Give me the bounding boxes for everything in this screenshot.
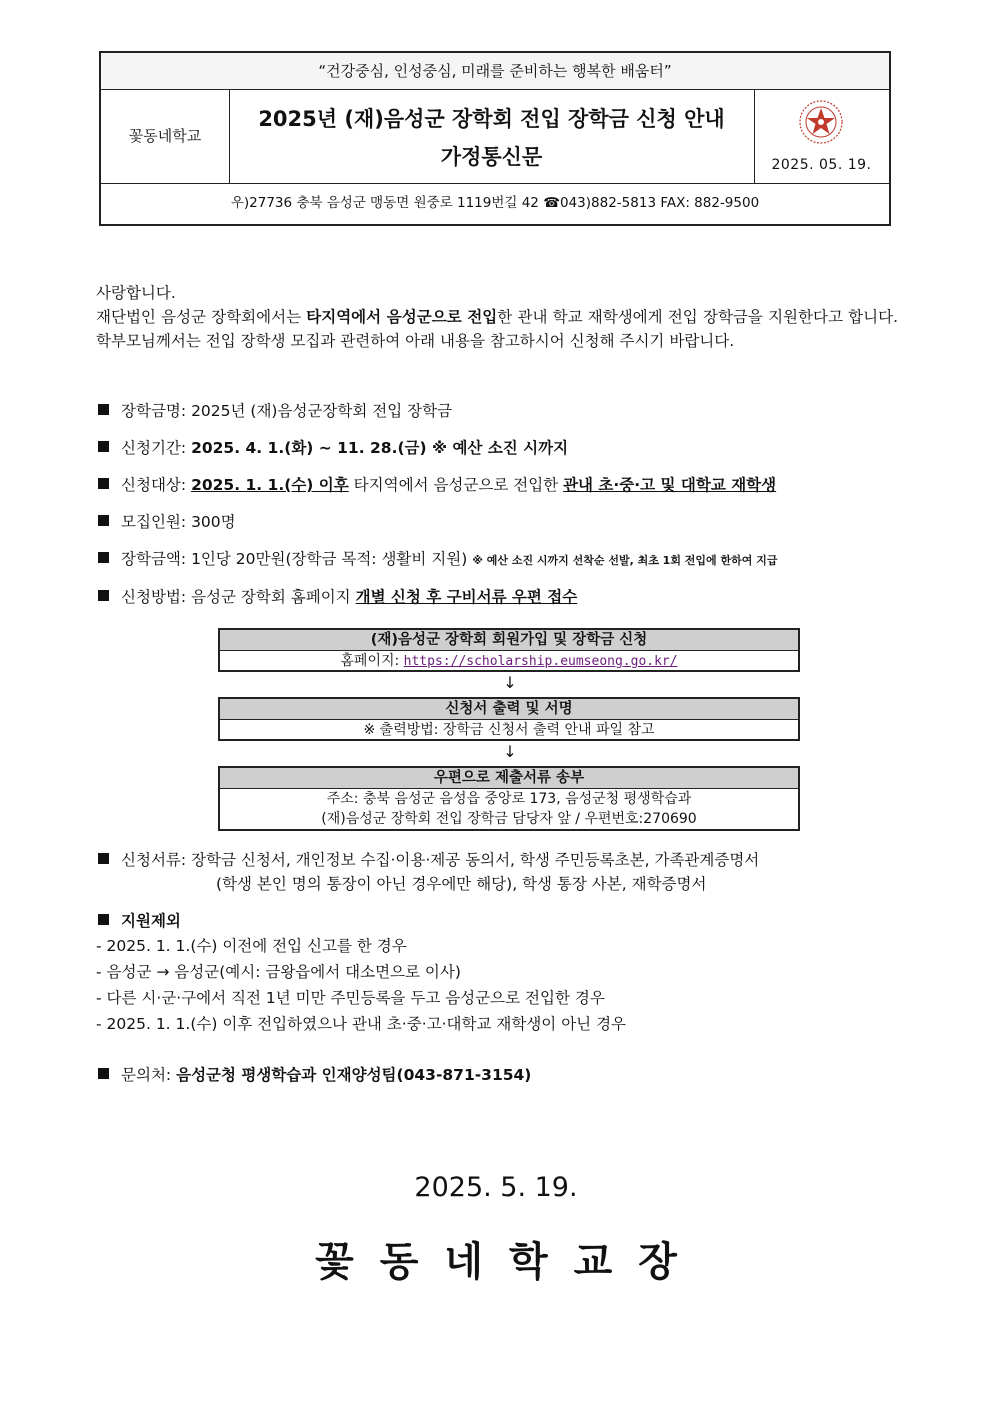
header-table bbox=[99, 51, 891, 226]
title-line-2: 가정통신문 bbox=[440, 145, 543, 169]
flow-step-2 bbox=[218, 697, 800, 741]
bullet-square-icon bbox=[98, 914, 109, 925]
flow-step-3-line-2: (재)음성군 장학회 전입 장학금 담당자 앞 / 우편번호:270690 bbox=[321, 811, 697, 827]
flow-step-1-line: 홈페이지: https://scholarship.eumseong.go.kr/ bbox=[340, 653, 678, 669]
intro-text-b: 한 관내 학교 재학생에게 전입 장학금을 지원한다고 합니다. 학부모님께서는 전입 장학생 모집과 관련하여 아래 내용을 참고하시어 신청해 주시기 바랍니다. bbox=[96, 308, 898, 350]
item-eligibility: 신청대상: 2025. 1. 1.(수) 이후 타지역에서 음성군으로 전입한 관내 초·중·고 및 대학교 재학생 bbox=[96, 474, 906, 496]
title-line-1: 2025년 (재)음성군 장학회 전입 장학금 신청 안내 bbox=[258, 107, 725, 131]
flow-step-3-line-1: 주소: 충북 음성군 음성읍 중앙로 173, 음성군청 평생학습과 bbox=[326, 791, 692, 807]
bullet-square-icon bbox=[98, 590, 109, 601]
principal-signature: 꽃동네학교장 bbox=[315, 1239, 703, 1285]
documents-line-2: (학생 본인 명의 통장이 아닌 경우에만 해당), 학생 통장 사본, 재학증명서 bbox=[216, 875, 707, 893]
intro-text-a: 재단법인 음성군 장학회에서는 bbox=[96, 308, 307, 326]
exclusion-item-3: - 다른 시·군·구에서 직전 1년 미만 주민등록을 두고 음성군으로 전입한 경우 bbox=[96, 989, 605, 1007]
school-address: 우)27736 충북 음성군 맹동면 원중로 1119번길 42 ☎043)882-5813 FAX: 882-9500 bbox=[230, 195, 760, 211]
bullet-square-icon bbox=[98, 441, 109, 452]
document-title bbox=[229, 89, 755, 183]
item-documents: 신청서류: 장학금 신청서, 개인정보 수집·이용·제공 동의서, 학생 주민등록초본, 가족관계증명서 bbox=[96, 849, 906, 871]
bullet-square-icon bbox=[98, 478, 109, 489]
bullet-square-icon bbox=[98, 552, 109, 563]
contact-info: 문의처: 음성군청 평생학습과 인재양성팀(043-871-3154) bbox=[96, 1064, 906, 1086]
header-date-cell bbox=[754, 89, 889, 183]
flow-step-2-title: 신청서 출력 및 서명 bbox=[220, 699, 798, 720]
item-method: 신청방법: 음성군 장학회 홈페이지 개별 신청 후 구비서류 우편 접수 bbox=[96, 586, 906, 608]
flow-step-3-title: 우편으로 제출서류 송부 bbox=[220, 768, 798, 789]
header-middle-row bbox=[101, 89, 889, 184]
school-name: 꽃동네학교 bbox=[101, 89, 230, 183]
flow-step-3 bbox=[218, 766, 800, 831]
arrow-down-icon: ↓ bbox=[503, 742, 517, 761]
exclusion-item-4: - 2025. 1. 1.(수) 이후 전입하였으나 관내 초·중·고·대학교 재학생이 아닌 경우 bbox=[96, 1015, 627, 1033]
school-motto: “건강중심, 인성중심, 미래를 준비하는 행복한 배움터” bbox=[101, 53, 889, 90]
intro-emphasis: 타지역에서 음성군으로 전입 bbox=[306, 308, 498, 326]
item-amount: 장학금액: 1인당 20만원(장학금 목적: 생활비 지원) ※ 예산 소진 시까지 선착순 선발, 최초 1회 전입에 한하여 지급 bbox=[96, 548, 906, 572]
bullet-square-icon bbox=[98, 404, 109, 415]
item-scholarship-name: 장학금명: 2025년 (재)음성군장학회 전입 장학금 bbox=[96, 400, 906, 422]
flow-step-1 bbox=[218, 628, 800, 672]
item-application-period: 신청기간: 2025. 4. 1.(화) ~ 11. 28.(금) ※ 예산 소진 시까지 bbox=[96, 437, 906, 459]
school-emblem-icon bbox=[798, 99, 844, 145]
bullet-square-icon bbox=[98, 853, 109, 864]
intro-paragraph bbox=[96, 281, 898, 353]
greeting: 사랑합니다. bbox=[96, 284, 176, 302]
exclusions-title: 지원제외 bbox=[96, 910, 906, 932]
bullet-square-icon bbox=[98, 1068, 109, 1079]
bullet-square-icon bbox=[98, 515, 109, 526]
arrow-down-icon: ↓ bbox=[503, 673, 517, 692]
exclusion-item-1: - 2025. 1. 1.(수) 이전에 전입 신고를 한 경우 bbox=[96, 937, 407, 955]
footer-date: 2025. 5. 19. bbox=[414, 1172, 578, 1203]
exclusion-item-2: - 음성군 → 음성군(예시: 금왕읍에서 대소면으로 이사) bbox=[96, 963, 461, 981]
flow-step-2-line: ※ 출력방법: 장학금 신청서 출력 안내 파일 참고 bbox=[363, 722, 655, 738]
notice-date: 2025. 05. 19. bbox=[771, 157, 872, 173]
flow-step-1-title: (재)음성군 장학회 회원가입 및 장학금 신청 bbox=[220, 630, 798, 651]
item-recruit-count: 모집인원: 300명 bbox=[96, 511, 906, 533]
homepage-link[interactable]: https://scholarship.eumseong.go.kr/ bbox=[403, 654, 678, 669]
intro-body bbox=[96, 305, 898, 353]
